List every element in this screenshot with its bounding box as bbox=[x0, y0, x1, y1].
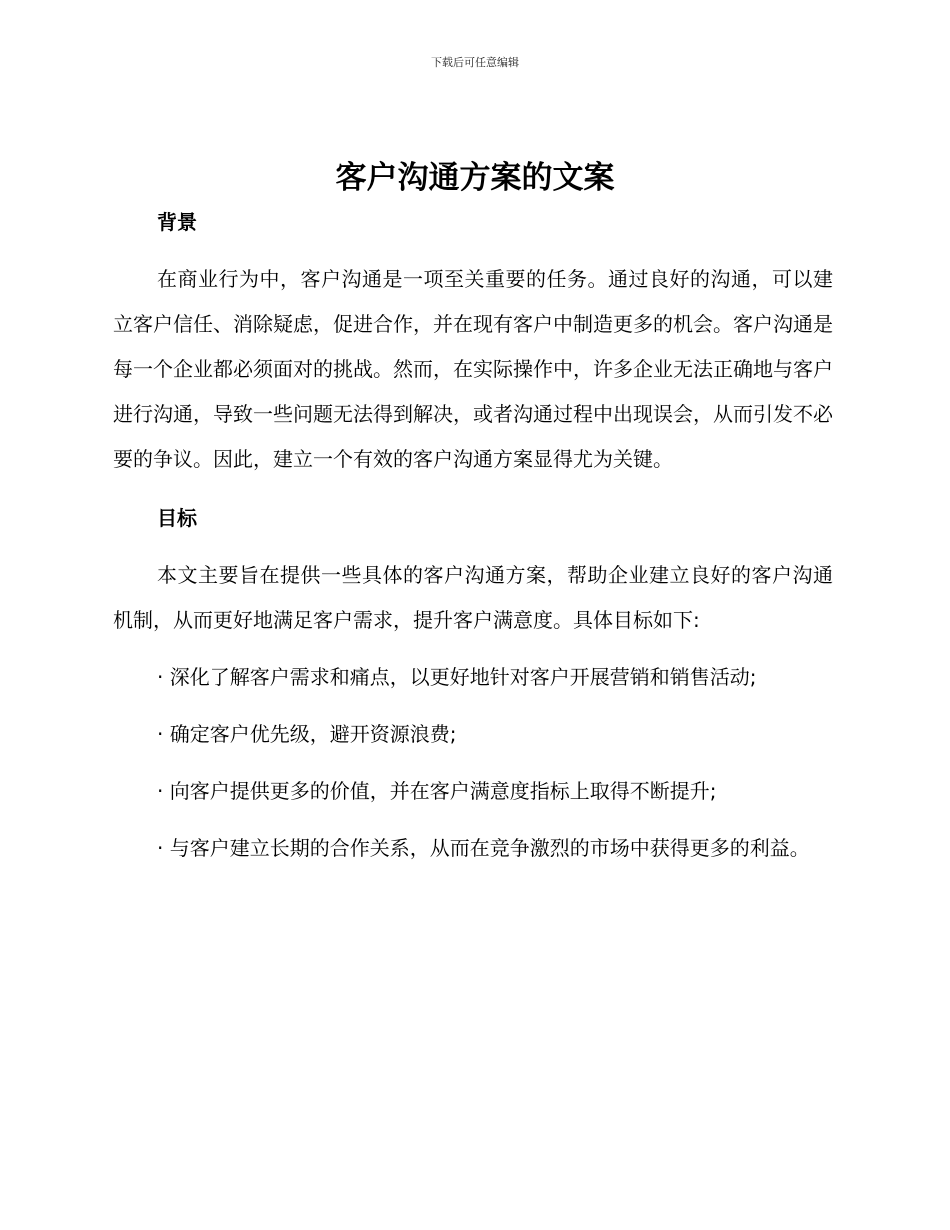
background-paragraph: 在商业行为中，客户沟通是一项至关重要的任务。通过良好的沟通，可以建立客户信任、消除疑虑，促进合作，并在现有客户中制造更多的机会。客户沟通是每一个企业都必须面对的挑战。然而，在实际操作中，许多企业无法正确地与客户进行沟通，导致一些问题无法得到解决，或者沟通过程中出现误会，从而引发不必要的争议。因此，建立一个有效的客户沟通方案显得尤为关键。 bbox=[113, 267, 833, 471]
goal-bullet-2: · 确定客户优先级，避开资源浪费; bbox=[157, 722, 457, 746]
goals-paragraph: 本文主要旨在提供一些具体的客户沟通方案，帮助企业建立良好的客户沟通机制，从而更好地满足客户需求，提升客户满意度。具体目标如下: bbox=[113, 563, 833, 632]
goal-bullet-1: · 深化了解客户需求和痛点，以更好地针对客户开展营销和销售活动; bbox=[157, 665, 757, 689]
document-body bbox=[113, 200, 833, 871]
goal-bullet-3: · 向客户提供更多的价值，并在客户满意度指标上取得不断提升; bbox=[157, 779, 717, 803]
header-note: 下载后可任意编辑 bbox=[431, 56, 519, 69]
section-heading-goals: 目标 bbox=[157, 506, 197, 530]
section-heading-background: 背景 bbox=[157, 210, 197, 234]
goal-bullet-4: · 与客户建立长期的合作关系，从而在竞争激烈的市场中获得更多的利益。 bbox=[157, 836, 810, 860]
document-title: 客户沟通方案的文案 bbox=[335, 160, 615, 196]
